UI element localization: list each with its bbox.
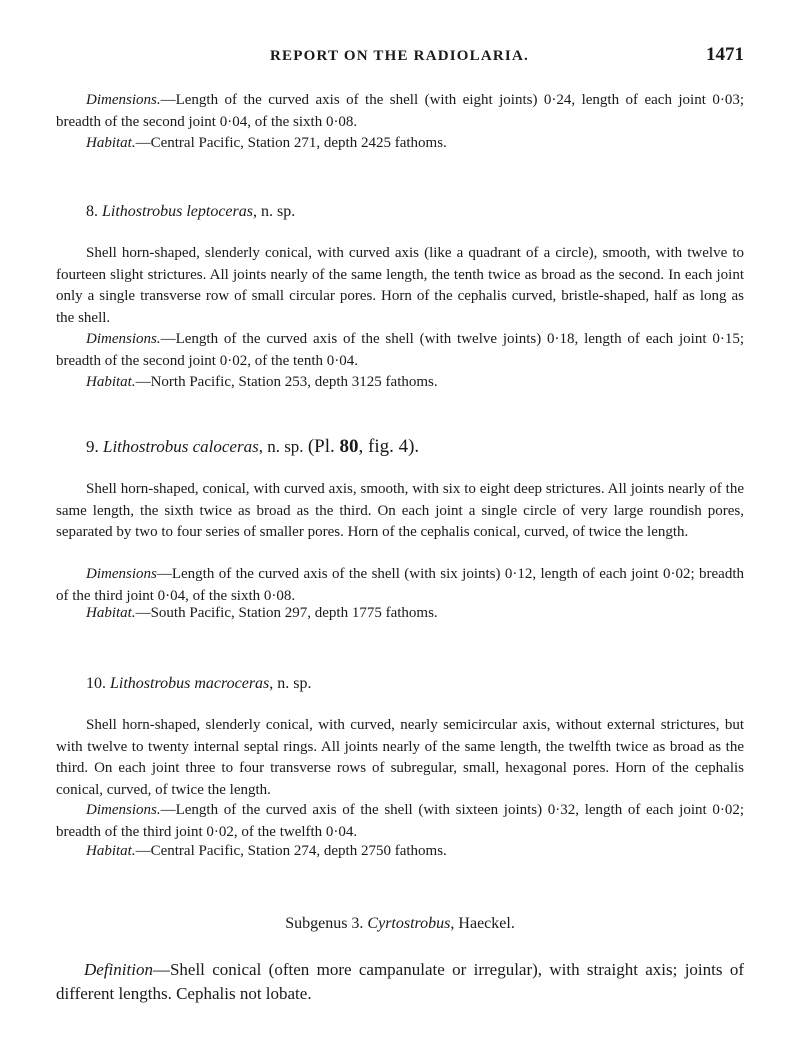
habitat-text: —North Pacific, Station 253, depth 3125 fathoms.: [135, 374, 438, 390]
species-name: Lithostrobus leptoceras: [102, 203, 253, 220]
subgenus-definition: [56, 958, 744, 1006]
entry10-heading: [86, 675, 312, 693]
dimensions-text: —Length of the curved axis of the shell (with eight joints) 0·24, length of each joint 0·03; breadth of the second joint 0·04, of the sixth 0·08.: [56, 92, 744, 130]
habitat-label: Habitat.: [86, 135, 136, 151]
entry8-habitat: [56, 372, 744, 394]
species-suffix: , n. sp.: [252, 203, 296, 220]
dimensions-text: —Length of the curved axis of the shell (with sixteen joints) 0·32, length of each joint 0·02; breadth of the third joint 0·02, of the twelfth 0·04.: [56, 802, 744, 840]
species-number: 8.: [86, 203, 98, 220]
species-suffix: , n. sp.: [269, 675, 312, 692]
figure-reference: (Pl. 80, fig. 4).: [307, 436, 420, 457]
running-title: REPORT ON THE RADIOLARIA.: [270, 48, 529, 64]
entry8-dimensions: [56, 329, 744, 372]
page-number: 1471: [706, 44, 744, 65]
dimensions-label: Dimensions: [86, 566, 157, 582]
definition-label: Definition: [84, 960, 153, 979]
habitat-label: Habitat.: [86, 605, 136, 621]
species-name: Lithostrobus macroceras: [110, 675, 270, 692]
entry9-description: Shell horn-shaped, conical, with curved axis, smooth, with six to eight deep strictures. All joints nearly of the same length, the sixth twice as broad as the third. On each joint a single circle of very large roundish pores, separated by two to four series of smaller pores. Horn of the cephalis conical, curved, of twice the length.: [56, 481, 744, 540]
subgenus-name: Cyrtostrobus: [367, 915, 451, 932]
dimensions-label: Dimensions.: [86, 802, 161, 818]
plate-number: 80: [339, 436, 359, 457]
dimensions-label: Dimensions.: [86, 331, 161, 347]
dimensions-text: —Length of the curved axis of the shell (with six joints) 0·12, length of each joint 0·02; breadth of the third joint 0·04, of the sixth 0·08.: [56, 566, 744, 604]
habitat-text: —Central Pacific, Station 271, depth 2425 fathoms.: [135, 135, 447, 151]
subgenus-prefix: Subgenus 3.: [285, 915, 368, 932]
entry8-heading: [86, 203, 295, 221]
habitat-text: —Central Pacific, Station 274, depth 2750 fathoms.: [135, 843, 447, 859]
definition-text: —Shell conical (often more campanulate or irregular), with straight axis; joints of different lengths. Cephalis not lobate.: [56, 960, 744, 1003]
entry7-habitat: [56, 133, 744, 155]
subgenus-author: , Haeckel.: [450, 915, 515, 932]
species-number: 10.: [86, 675, 106, 692]
entry9-habitat: [56, 603, 744, 625]
subgenus-heading: [0, 915, 800, 933]
entry9-heading: [86, 436, 419, 458]
habitat-text: —South Pacific, Station 297, depth 1775 fathoms.: [135, 605, 438, 621]
entry8-description: Shell horn-shaped, slenderly conical, with curved axis (like a quadrant of a circle), smooth, with twelve to fourteen slight strictures. All joints nearly of the same length, the tenth twice as broad as the second. In each joint only a single transverse row of small circular pores. Horn of the cephalis curved, bristle-shaped, half as long as the shell.: [56, 245, 744, 326]
habitat-label: Habitat.: [86, 843, 136, 859]
entry7-dimensions: [56, 90, 744, 133]
species-number: 9.: [86, 437, 99, 456]
entry10-description: Shell horn-shaped, slenderly conical, with curved, nearly semicircular axis, without external strictures, but with twelve to twenty internal septal rings. All joints nearly of the same length, the twelfth twice as broad as the third. On each joint three to four transverse rows of subregular, small, hexagonal pores. Horn of the cephalis conical, curved, of twice the length.: [56, 717, 744, 798]
entry9-dimensions: [56, 564, 744, 607]
dimensions-label: Dimensions.: [86, 92, 161, 108]
species-name: Lithostrobus caloceras: [103, 437, 259, 456]
entry10-dimensions: [56, 800, 744, 843]
dimensions-text: —Length of the curved axis of the shell (with twelve joints) 0·18, length of each joint 0·15; breadth of the second joint 0·02, of the tenth 0·04.: [56, 331, 744, 369]
species-suffix: , n. sp.: [258, 437, 304, 456]
entry10-habitat: [56, 841, 744, 863]
page-header: [0, 44, 800, 72]
habitat-label: Habitat.: [86, 374, 136, 390]
